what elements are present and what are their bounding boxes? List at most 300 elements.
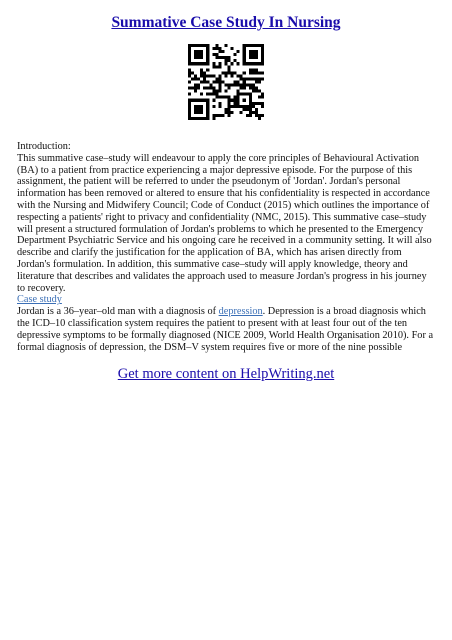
qr-module xyxy=(258,96,261,99)
qr-module xyxy=(212,47,215,50)
qr-module xyxy=(218,114,221,117)
qr-module xyxy=(191,44,194,47)
qr-module xyxy=(224,62,227,65)
qr-module xyxy=(224,96,227,99)
qr-module xyxy=(255,50,258,53)
qr-module xyxy=(224,84,227,87)
qr-module xyxy=(188,111,191,114)
qr-module xyxy=(188,62,191,65)
qr-module xyxy=(234,105,237,108)
qr-module xyxy=(200,44,203,47)
qr-module xyxy=(197,84,200,87)
document-body xyxy=(17,141,435,353)
qr-module xyxy=(228,105,231,108)
qr-module xyxy=(243,80,246,83)
qr-module xyxy=(212,90,215,93)
qr-module xyxy=(200,117,203,120)
qr-module xyxy=(252,68,255,71)
qr-module xyxy=(197,111,200,114)
qr-module xyxy=(206,53,209,56)
qr-module xyxy=(188,56,191,59)
qr-module xyxy=(206,111,209,114)
qr-module xyxy=(246,77,249,80)
qr-module xyxy=(237,105,240,108)
qr-module xyxy=(200,71,203,74)
qr-module xyxy=(218,84,221,87)
qr-module xyxy=(237,84,240,87)
qr-module xyxy=(255,77,258,80)
qr-module xyxy=(200,108,203,111)
qr-module xyxy=(249,68,252,71)
qr-module xyxy=(249,99,252,102)
qr-module xyxy=(261,96,264,99)
qr-module xyxy=(200,105,203,108)
qr-module xyxy=(231,105,234,108)
qr-module xyxy=(237,93,240,96)
qr-module xyxy=(212,87,215,90)
qr-module xyxy=(249,87,252,90)
qr-module xyxy=(206,68,209,71)
footer-link[interactable]: Get more content on HelpWriting.net xyxy=(117,366,335,382)
qr-module xyxy=(212,99,215,102)
qr-module xyxy=(188,114,191,117)
qr-module xyxy=(237,80,240,83)
qr-module xyxy=(215,56,218,59)
qr-module xyxy=(249,53,252,56)
qr-module xyxy=(237,50,240,53)
qr-module xyxy=(197,117,200,120)
qr-module xyxy=(231,62,234,65)
qr-module xyxy=(188,117,191,120)
qr-module xyxy=(194,74,197,77)
qr-module xyxy=(203,62,206,65)
qr-module xyxy=(212,93,215,96)
qr-module xyxy=(191,71,194,74)
qr-module xyxy=(231,71,234,74)
qr-module xyxy=(240,105,243,108)
qr-module xyxy=(188,59,191,62)
qr-module xyxy=(255,68,258,71)
qr-module xyxy=(228,56,231,59)
qr-module xyxy=(243,47,246,50)
qr-module xyxy=(261,62,264,65)
qr-module xyxy=(255,108,258,111)
qr-module xyxy=(209,93,212,96)
qr-module xyxy=(243,77,246,80)
qr-module xyxy=(258,117,261,120)
qr-module xyxy=(243,44,246,47)
qr-module xyxy=(252,50,255,53)
qr-module xyxy=(221,80,224,83)
qr-module xyxy=(206,114,209,117)
qr-module xyxy=(218,96,221,99)
qr-module xyxy=(197,53,200,56)
qr-module xyxy=(252,105,255,108)
qr-module xyxy=(258,90,261,93)
qr-module xyxy=(255,56,258,59)
qr-module xyxy=(261,105,264,108)
qr-module xyxy=(243,87,246,90)
document-title-link[interactable]: Summative Case Study In Nursing xyxy=(111,14,341,31)
qr-module xyxy=(258,102,261,105)
case-study-paragraph xyxy=(17,306,435,353)
qr-module xyxy=(234,99,237,102)
qr-module xyxy=(252,87,255,90)
qr-module xyxy=(215,80,218,83)
qr-module xyxy=(206,74,209,77)
qr-module xyxy=(246,105,249,108)
qr-module xyxy=(206,62,209,65)
qr-module xyxy=(261,102,264,105)
case-study-text-before: Jordan is a 36–year–old man with a diagnosis of xyxy=(17,306,219,318)
qr-module xyxy=(191,77,194,80)
qr-module xyxy=(224,71,227,74)
qr-module xyxy=(255,111,258,114)
qr-module xyxy=(188,105,191,108)
qr-module xyxy=(194,50,197,53)
qr-module xyxy=(237,62,240,65)
qr-module xyxy=(191,62,194,65)
qr-module xyxy=(209,87,212,90)
qr-module xyxy=(261,47,264,50)
qr-module xyxy=(218,105,221,108)
qr-module xyxy=(194,77,197,80)
qr-module xyxy=(243,62,246,65)
qr-module xyxy=(203,71,206,74)
qr-module xyxy=(243,99,246,102)
qr-module xyxy=(194,108,197,111)
qr-module xyxy=(255,44,258,47)
qr-module xyxy=(258,62,261,65)
qr-module xyxy=(209,74,212,77)
qr-module xyxy=(234,59,237,62)
qr-module xyxy=(243,93,246,96)
qr-module xyxy=(200,53,203,56)
qr-module xyxy=(215,77,218,80)
qr-module xyxy=(261,50,264,53)
qr-module xyxy=(255,87,258,90)
qr-module xyxy=(215,44,218,47)
qr-module xyxy=(231,84,234,87)
qr-module xyxy=(249,111,252,114)
qr-module xyxy=(224,108,227,111)
qr-module xyxy=(252,71,255,74)
qr-module xyxy=(252,44,255,47)
qr-module xyxy=(224,74,227,77)
qr-module xyxy=(249,93,252,96)
qr-module xyxy=(206,87,209,90)
qr-module xyxy=(240,77,243,80)
qr-module xyxy=(218,62,221,65)
qr-code-image xyxy=(188,44,264,120)
qr-module xyxy=(188,108,191,111)
qr-module xyxy=(188,50,191,53)
qr-module xyxy=(188,102,191,105)
qr-module xyxy=(221,114,224,117)
qr-module xyxy=(234,84,237,87)
depression-link[interactable]: depression xyxy=(218,306,263,318)
qr-module xyxy=(194,111,197,114)
qr-module xyxy=(191,117,194,120)
qr-module xyxy=(234,53,237,56)
qr-module xyxy=(200,56,203,59)
qr-module xyxy=(243,53,246,56)
qr-module xyxy=(228,102,231,105)
qr-module xyxy=(228,99,231,102)
qr-module xyxy=(194,105,197,108)
qr-module xyxy=(206,56,209,59)
qr-module xyxy=(188,44,191,47)
qr-module xyxy=(237,96,240,99)
qr-module xyxy=(234,96,237,99)
qr-module xyxy=(261,71,264,74)
qr-module xyxy=(255,90,258,93)
qr-module xyxy=(234,80,237,83)
qr-module xyxy=(249,114,252,117)
qr-module xyxy=(194,87,197,90)
qr-module xyxy=(243,50,246,53)
qr-module xyxy=(224,59,227,62)
qr-module xyxy=(206,117,209,120)
qr-module xyxy=(194,90,197,93)
qr-module xyxy=(215,47,218,50)
qr-module xyxy=(212,62,215,65)
qr-module xyxy=(252,90,255,93)
qr-module xyxy=(203,99,206,102)
qr-module xyxy=(197,87,200,90)
qr-module xyxy=(224,44,227,47)
qr-module xyxy=(188,80,191,83)
qr-module xyxy=(200,80,203,83)
qr-module xyxy=(249,108,252,111)
qr-module xyxy=(243,56,246,59)
qr-module xyxy=(218,65,221,68)
qr-module xyxy=(243,71,246,74)
qr-module xyxy=(249,102,252,105)
qr-module xyxy=(255,62,258,65)
qr-module xyxy=(246,93,249,96)
qr-module xyxy=(188,74,191,77)
qr-module xyxy=(234,102,237,105)
qr-module xyxy=(194,84,197,87)
qr-module xyxy=(218,56,221,59)
qr-module xyxy=(246,44,249,47)
qr-module xyxy=(218,87,221,90)
qr-module xyxy=(200,111,203,114)
qr-module xyxy=(228,108,231,111)
qr-module xyxy=(258,80,261,83)
qr-module xyxy=(228,71,231,74)
qr-module xyxy=(197,77,200,80)
qr-module xyxy=(249,62,252,65)
qr-module xyxy=(252,53,255,56)
qr-module xyxy=(197,44,200,47)
qr-module xyxy=(261,56,264,59)
qr-module xyxy=(224,90,227,93)
qr-module xyxy=(258,114,261,117)
qr-module xyxy=(249,105,252,108)
qr-module xyxy=(249,50,252,53)
qr-module xyxy=(212,53,215,56)
qr-module xyxy=(252,77,255,80)
qr-module xyxy=(261,53,264,56)
qr-module xyxy=(212,105,215,108)
qr-module xyxy=(215,90,218,93)
qr-module xyxy=(246,108,249,111)
qr-module xyxy=(194,44,197,47)
qr-module xyxy=(228,68,231,71)
qr-module xyxy=(200,74,203,77)
qr-module xyxy=(218,77,221,80)
qr-module xyxy=(249,77,252,80)
qr-module xyxy=(215,96,218,99)
qr-module xyxy=(191,99,194,102)
qr-module xyxy=(200,50,203,53)
qr-module xyxy=(218,90,221,93)
qr-module xyxy=(258,71,261,74)
qr-module xyxy=(203,117,206,120)
qr-module xyxy=(212,114,215,117)
qr-module xyxy=(231,74,234,77)
qr-module xyxy=(194,53,197,56)
qr-module xyxy=(246,114,249,117)
qr-module xyxy=(237,102,240,105)
qr-module xyxy=(188,53,191,56)
qr-module xyxy=(240,74,243,77)
qr-module xyxy=(255,114,258,117)
qr-module xyxy=(255,71,258,74)
qr-module xyxy=(252,111,255,114)
qr-module xyxy=(221,56,224,59)
qr-module xyxy=(212,80,215,83)
qr-module xyxy=(228,111,231,114)
qr-module xyxy=(249,71,252,74)
qr-module xyxy=(218,102,221,105)
qr-module xyxy=(261,77,264,80)
qr-module xyxy=(206,50,209,53)
qr-module xyxy=(258,44,261,47)
qr-module xyxy=(212,117,215,120)
qr-module xyxy=(215,93,218,96)
qr-module xyxy=(231,99,234,102)
qr-module xyxy=(215,114,218,117)
qr-module xyxy=(218,47,221,50)
qr-module xyxy=(255,53,258,56)
qr-module xyxy=(188,47,191,50)
qr-module xyxy=(261,59,264,62)
qr-module xyxy=(209,84,212,87)
qr-module xyxy=(206,80,209,83)
qr-module xyxy=(240,93,243,96)
qr-module xyxy=(249,56,252,59)
qr-module xyxy=(188,87,191,90)
qr-module xyxy=(197,105,200,108)
qr-module xyxy=(206,59,209,62)
qr-module xyxy=(228,84,231,87)
qr-module xyxy=(228,59,231,62)
qr-module xyxy=(221,96,224,99)
qr-module xyxy=(249,96,252,99)
qr-module xyxy=(215,53,218,56)
qr-module xyxy=(246,62,249,65)
qr-module xyxy=(194,99,197,102)
qr-module xyxy=(194,62,197,65)
qr-module xyxy=(206,102,209,105)
qr-module xyxy=(246,84,249,87)
case-study-link[interactable]: Case study xyxy=(17,294,62,306)
qr-module xyxy=(240,111,243,114)
qr-module xyxy=(228,114,231,117)
qr-module xyxy=(237,90,240,93)
qr-module xyxy=(206,99,209,102)
qr-module xyxy=(212,74,215,77)
qr-module xyxy=(243,59,246,62)
qr-module xyxy=(218,80,221,83)
intro-heading: Introduction: xyxy=(17,141,71,152)
qr-module xyxy=(197,62,200,65)
qr-module xyxy=(221,71,224,74)
qr-module xyxy=(231,111,234,114)
qr-module xyxy=(255,102,258,105)
qr-module xyxy=(206,93,209,96)
qr-module xyxy=(203,80,206,83)
qr-module xyxy=(249,44,252,47)
qr-module xyxy=(240,87,243,90)
qr-module xyxy=(200,68,203,71)
qr-module xyxy=(188,68,191,71)
qr-module xyxy=(197,108,200,111)
qr-module xyxy=(228,87,231,90)
qr-module xyxy=(188,71,191,74)
qr-module xyxy=(252,62,255,65)
qr-module xyxy=(243,105,246,108)
qr-module xyxy=(200,99,203,102)
qr-module xyxy=(218,74,221,77)
qr-module xyxy=(224,56,227,59)
qr-module xyxy=(200,93,203,96)
qr-module xyxy=(197,56,200,59)
qr-module xyxy=(206,105,209,108)
qr-module xyxy=(194,117,197,120)
qr-module xyxy=(243,108,246,111)
qr-module xyxy=(188,99,191,102)
qr-module xyxy=(203,87,206,90)
qr-module xyxy=(203,74,206,77)
qr-module xyxy=(191,87,194,90)
qr-module xyxy=(240,84,243,87)
qr-module xyxy=(224,111,227,114)
qr-module xyxy=(203,44,206,47)
qr-module xyxy=(203,77,206,80)
qr-module xyxy=(221,50,224,53)
qr-module xyxy=(261,93,264,96)
qr-module xyxy=(249,84,252,87)
qr-module xyxy=(252,84,255,87)
qr-module xyxy=(197,99,200,102)
qr-module xyxy=(252,102,255,105)
qr-module xyxy=(252,56,255,59)
qr-module xyxy=(228,65,231,68)
qr-module xyxy=(194,56,197,59)
qr-module xyxy=(261,44,264,47)
qr-module xyxy=(261,114,264,117)
qr-module xyxy=(206,47,209,50)
intro-paragraph: This summative case–study will endeavour to apply the core principles of Behavioural Activation (BA) to a patient from practice experiencing a major depressive episode. For the purpose of this assignment, the patient will be referred to under the pseudonym of 'Jordan'. Jordan's personal information has been removed or altered to ensure that his confidentiality is respected in accordance with the Nursing and Midwifery Council; Code of Conduct (2015) which outlines the importance of respecting a patients' right to privacy and confidentiality (NMC, 2015). This summative case–study will present a structured formulation of Jordan's problems to which he presented to the Emergency Department Psychiatric Service and his ongoing care he received in a community setting. It will also describe and clarify the justification for the application of BA, which has arisen directly from Jordan's formulation. In addition, this summative case–study will apply knowledge, theory and literature that describes and validates the approach used to measure Jordan's progress in his journey to recovery. xyxy=(17,152,432,294)
qr-module xyxy=(255,80,258,83)
qr-module xyxy=(212,65,215,68)
qr-module xyxy=(188,93,191,96)
qr-module xyxy=(215,65,218,68)
